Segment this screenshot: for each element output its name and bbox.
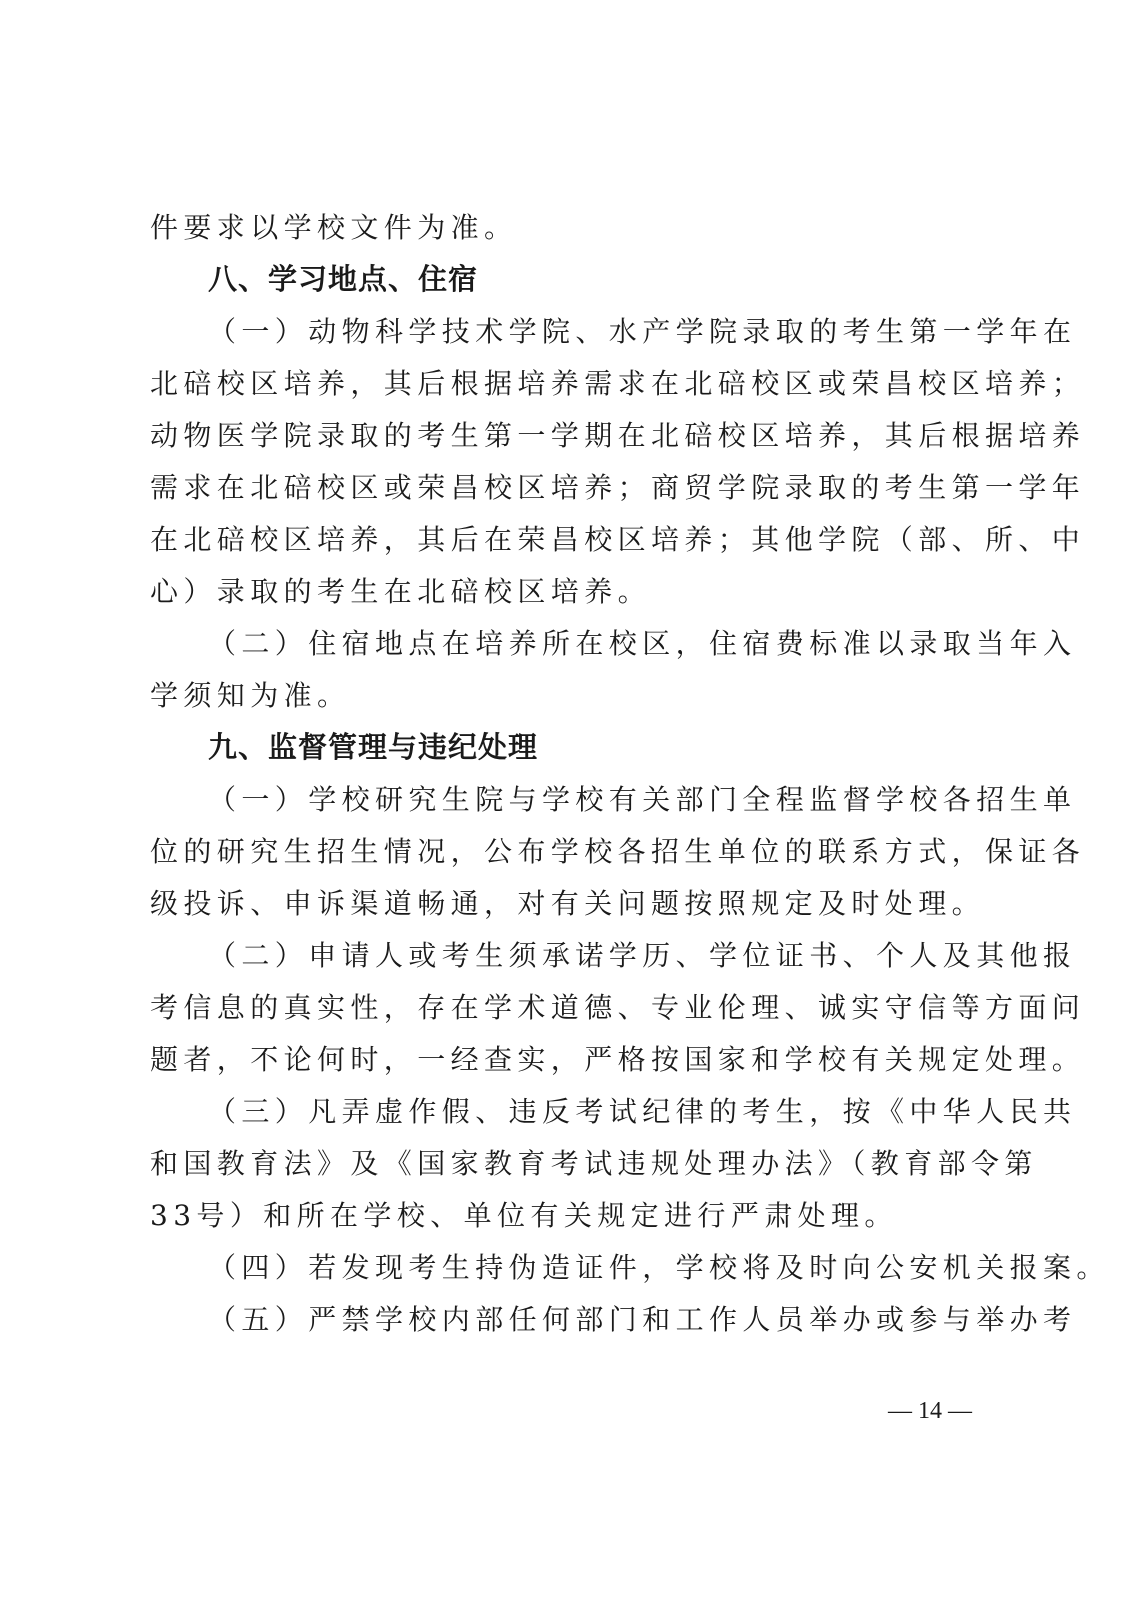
page-number: — 14 — xyxy=(888,1398,972,1424)
body-line: （四）若发现考生持伪造证件，学校将及时向公安机关报案。 xyxy=(208,1251,1110,1284)
body-line: 在北碚校区培养，其后在荣昌校区培养；其他学院（部、所、中 xyxy=(150,523,1086,556)
body-line: 级投诉、申诉渠道畅通，对有关问题按照规定及时处理。 xyxy=(150,887,986,920)
body-line: 学须知为准。 xyxy=(150,679,351,712)
body-line: 需求在北碚校区或荣昌校区培养；商贸学院录取的考生第一学年 xyxy=(150,471,1086,504)
body-line: 和国教育法》及《国家教育考试违规处理办法》（教育部令第 xyxy=(150,1147,1038,1180)
body-line: 位的研究生招生情况，公布学校各招生单位的联系方式，保证各 xyxy=(150,835,1086,868)
section-heading-supervision: 九、监督管理与违纪处理 xyxy=(208,730,539,764)
body-line: 考信息的真实性，存在学术道德、专业伦理、诚实守信等方面问 xyxy=(150,991,1086,1024)
body-line: 心）录取的考生在北碚校区培养。 xyxy=(150,575,652,608)
body-line: （三）凡弄虚作假、违反考试纪律的考生，按《中华人民共 xyxy=(208,1095,1077,1128)
body-line: （一）学校研究生院与学校有关部门全程监督学校各招生单 xyxy=(208,783,1077,816)
body-line: 动物医学院录取的考生第一学期在北碚校区培养，其后根据培养 xyxy=(150,419,1086,452)
body-line: 33号）和所在学校、单位有关规定进行严肃处理。 xyxy=(150,1199,898,1232)
body-line: （一）动物科学技术学院、水产学院录取的考生第一学年在 xyxy=(208,315,1077,348)
body-line: （二）住宿地点在培养所在校区，住宿费标准以录取当年入 xyxy=(208,627,1077,660)
body-line: 题者，不论何时，一经查实，严格按国家和学校有关规定处理。 xyxy=(150,1043,1086,1076)
body-line: 件要求以学校文件为准。 xyxy=(150,211,518,244)
body-line: （五）严禁学校内部任何部门和工作人员举办或参与举办考 xyxy=(208,1303,1077,1336)
body-line: 北碚校区培养，其后根据培养需求在北碚校区或荣昌校区培养； xyxy=(150,367,1086,400)
section-heading-study-location: 八、学习地点、住宿 xyxy=(208,262,479,296)
body-line: （二）申请人或考生须承诺学历、学位证书、个人及其他报 xyxy=(208,939,1077,972)
